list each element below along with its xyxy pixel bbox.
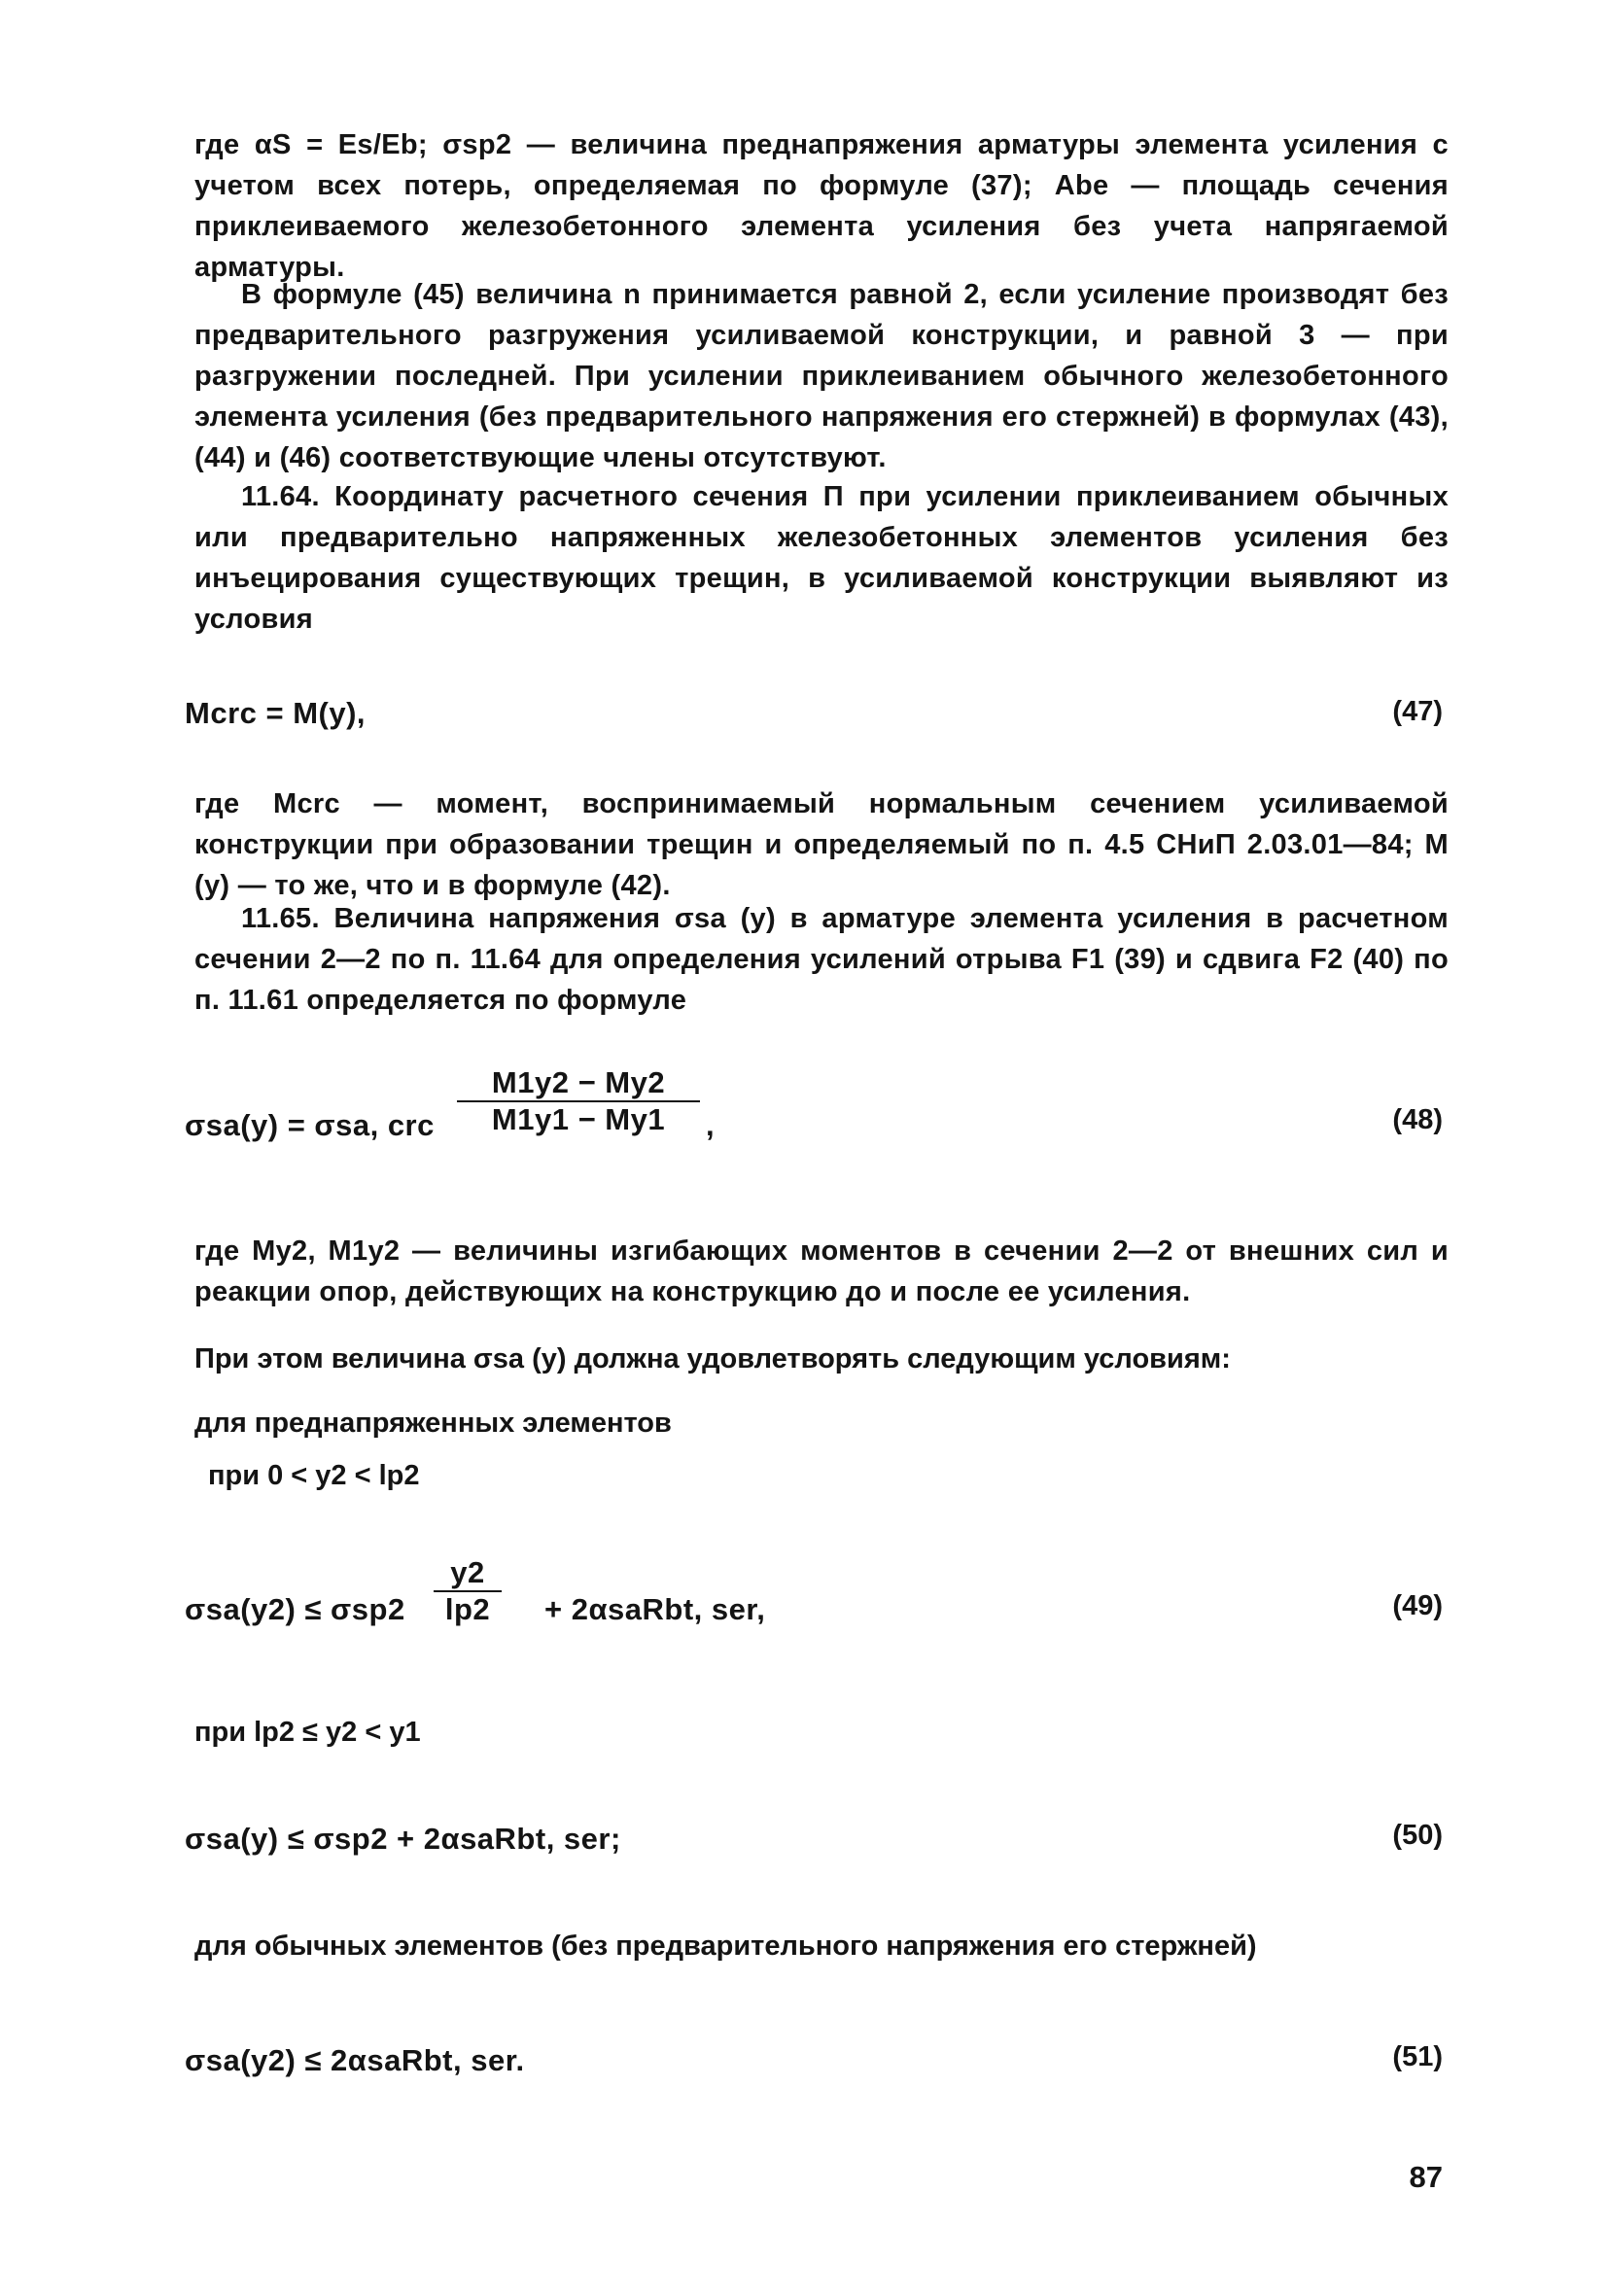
- condition-intro: При этом величина σsa (y) должна удовлетворять следующим условиям:: [194, 1343, 1231, 1374]
- equation-number-47: (47): [1392, 696, 1443, 727]
- equation-number-48: (48): [1392, 1104, 1443, 1135]
- paragraph-mcrc-definition: где Mcrc — момент, воспринимаемый нормальным сечением усиливаемой конструкции при образовании трещин и определяемый по п. 4.5 СНиП 2.03.01—84; M (y) — то же, что и в формуле (42).: [194, 788, 1449, 901]
- formula-50: σsa(y) ≤ σsp2 + 2αsaRbt, ser;: [185, 1822, 621, 1856]
- formula-49-lhs: σsa(y2) ≤ σsp2: [185, 1592, 405, 1626]
- equation-number-49: (49): [1392, 1590, 1443, 1621]
- page-number: 87: [1409, 2160, 1443, 2194]
- formula-48-tail: ,: [706, 1108, 716, 1142]
- prestressed-elements-label: для преднапряженных элементов: [194, 1408, 672, 1439]
- condition-range-2: при lp2 ≤ y2 < y1: [194, 1717, 421, 1748]
- formula-48-numerator: M1y2 − My2: [457, 1065, 700, 1102]
- formula-49-tail: + 2αsaRbt, ser,: [544, 1592, 766, 1626]
- formula-49-fraction: [434, 1555, 502, 1627]
- formula-48-denominator: M1y1 − My1: [491, 1102, 666, 1136]
- formula-47: Mcrc = M(y),: [185, 696, 367, 730]
- paragraph-section-11-65: 11.65. Величина напряжения σsa (y) в арматуре элемента усиления в расчетном сечении 2—2 по п. 11.64 для определения усилений отрыва F1 (39) и сдвига F2 (40) по п. 11.61 определяется по формуле: [194, 903, 1449, 1016]
- paragraph-definitions-45: где αS = Es/Eb; σsp2 — величина преднапряжения арматуры элемента усиления с учетом всех потерь, определяемая по формуле (37); Abe — площадь сечения приклеиваемого железобетонного элемента усиления без учета напрягаемой арматуры.: [194, 129, 1449, 283]
- condition-range-1: при 0 < y2 < lp2: [208, 1460, 420, 1491]
- paragraph-section-11-64: 11.64. Координату расчетного сечения П при усилении приклеиванием обычных или предварительно напряженных железобетонных элементов усиления без инъецирования существующих трещин, в усиливаемой конструкции выявляют из условия: [194, 481, 1449, 635]
- formula-49-numerator: y2: [434, 1555, 502, 1592]
- formula-49-denominator: lp2: [444, 1592, 491, 1626]
- paragraph-formula-45-note: В формуле (45) величина n принимается равной 2, если усиление производят без предварительного разгружения усиливаемой конструкции, и равной 3 — при разгружении последней. При усилении приклеиванием обычного железобетонного элемента усиления (без предварительного напряжения его стержней) в формулах (43), (44) и (46) соответствующие члены отсутствуют.: [194, 279, 1449, 473]
- formula-48-lhs: σsa(y) = σsa, crc: [185, 1108, 435, 1142]
- equation-number-51: (51): [1392, 2041, 1443, 2072]
- formula-48-fraction: [457, 1065, 700, 1137]
- ordinary-elements-label: для обычных элементов (без предварительного напряжения его стержней): [194, 1931, 1257, 1962]
- formula-51: σsa(y2) ≤ 2αsaRbt, ser.: [185, 2043, 525, 2077]
- paragraph-moments-definition: где My2, M1y2 — величины изгибающих моментов в сечении 2—2 от внешних сил и реакции опор, действующих на конструкцию до и после ее усиления.: [194, 1235, 1449, 1307]
- equation-number-50: (50): [1392, 1820, 1443, 1851]
